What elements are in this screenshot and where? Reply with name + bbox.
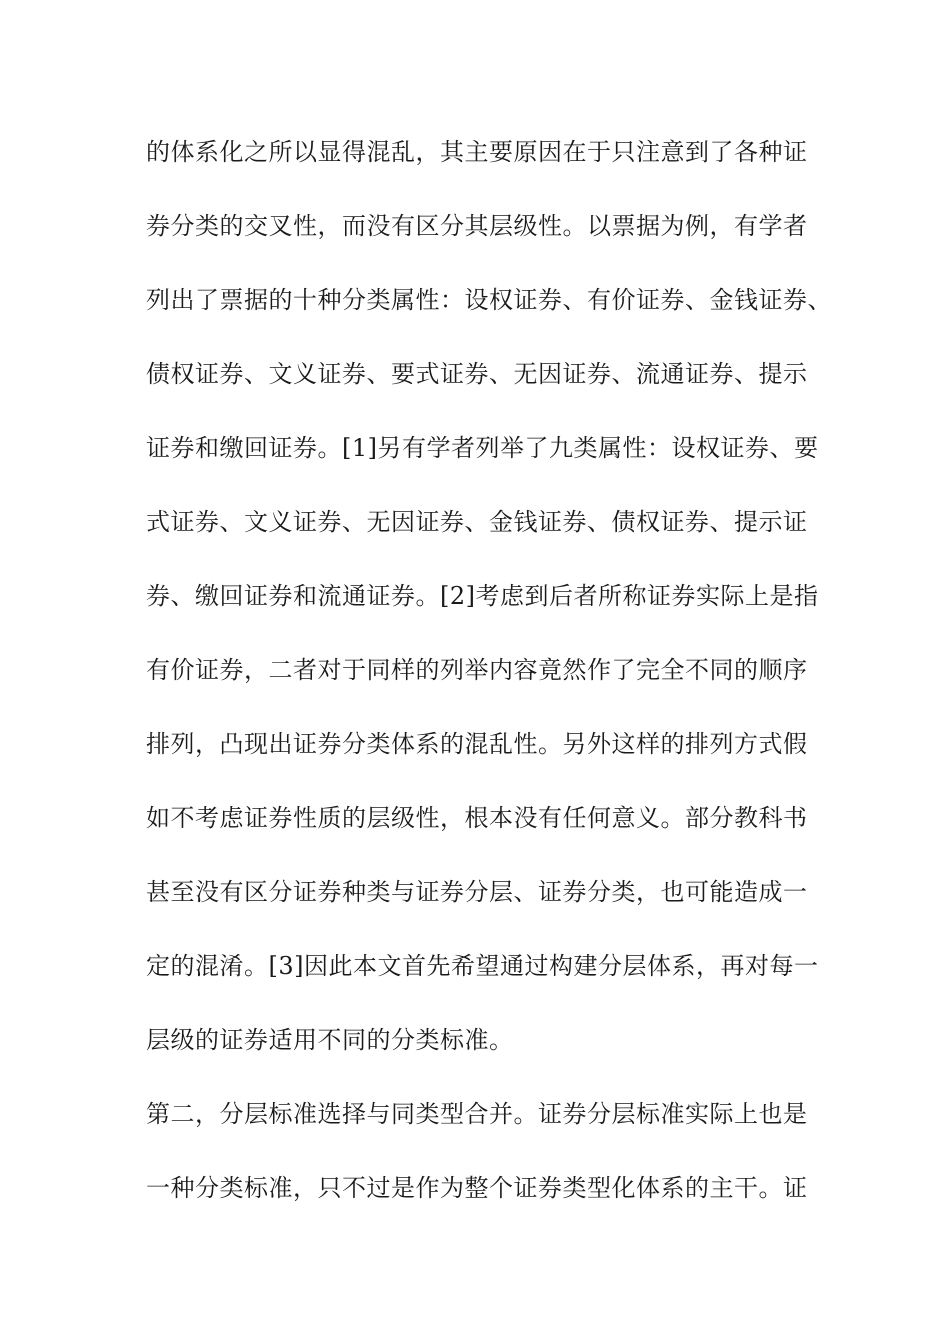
text-line: 列出了票据的十种分类属性：设权证券、有价证券、金钱证券、	[146, 286, 832, 314]
text-line: 证券和缴回证券。[1]另有学者列举了九类属性：设权证券、要	[146, 434, 819, 462]
text-line: 式证券、文义证券、无因证券、金钱证券、债权证券、提示证	[146, 508, 808, 536]
text-line: 有价证券，二者对于同样的列举内容竟然作了完全不同的顺序	[146, 656, 808, 684]
text-line: 的体系化之所以显得混乱，其主要原因在于只注意到了各种证	[146, 138, 808, 166]
text-line: 券、缴回证券和流通证券。[2]考虑到后者所称证券实际上是指	[146, 582, 819, 610]
text-line: 定的混淆。[3]因此本文首先希望通过构建分层体系，再对每一	[146, 952, 819, 980]
body-text	[146, 130, 836, 1240]
text-line: 第二，分层标准选择与同类型合并。证券分层标准实际上也是	[146, 1100, 808, 1128]
text-line: 排列，凸现出证券分类体系的混乱性。另外这样的排列方式假	[146, 730, 808, 758]
text-line: 如不考虑证券性质的层级性，根本没有任何意义。部分教科书	[146, 804, 808, 832]
text-line: 券分类的交叉性，而没有区分其层级性。以票据为例，有学者	[146, 212, 808, 240]
text-line: 甚至没有区分证券种类与证券分层、证券分类，也可能造成一	[146, 878, 808, 906]
text-line: 层级的证券适用不同的分类标准。	[146, 1026, 514, 1054]
text-line: 债权证券、文义证券、要式证券、无因证券、流通证券、提示	[146, 360, 808, 388]
text-line: 一种分类标准，只不过是作为整个证券类型化体系的主干。证	[146, 1174, 808, 1202]
